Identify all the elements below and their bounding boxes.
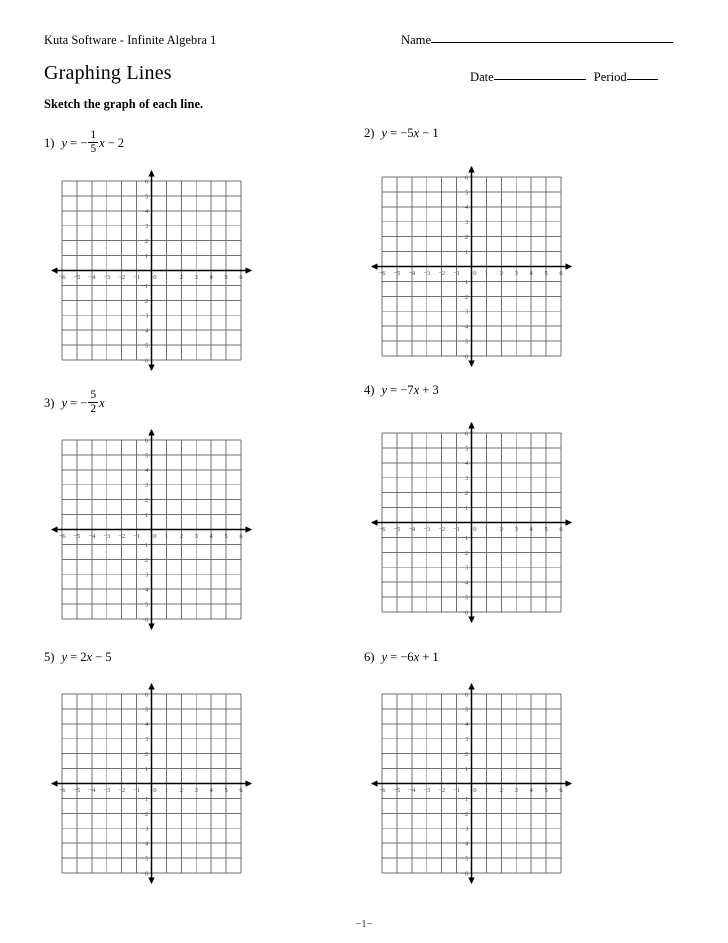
x-tick-label: 5 — [224, 533, 228, 541]
equals-sign: = — [390, 650, 398, 664]
x-tick-label: −1 — [453, 787, 461, 795]
y-tick-label: 6 — [465, 691, 469, 699]
x-tick-label: −5 — [393, 787, 401, 795]
y-tick-label: −1 — [141, 795, 149, 803]
y-tick-label: −1 — [461, 534, 469, 542]
problem-2-number: 2) — [364, 126, 375, 140]
problem-5-statement — [44, 650, 112, 665]
equals-sign: = — [70, 395, 78, 410]
fraction — [88, 130, 98, 156]
y-tick-label: −1 — [141, 541, 149, 549]
axes — [372, 423, 571, 622]
y-tick-label: 2 — [145, 497, 149, 505]
x-tick-label: −3 — [423, 787, 431, 795]
x-tick-label: −2 — [118, 274, 126, 282]
lhs: y — [381, 383, 388, 397]
date-period-field-row — [470, 70, 690, 85]
coordinate-plane[interactable] — [364, 676, 579, 891]
page-number: −1− — [355, 918, 373, 930]
x-tick-label: −1 — [133, 533, 141, 541]
y-tick-label: −3 — [141, 571, 149, 579]
y-tick-label: −6 — [141, 357, 149, 365]
x-tick-label: 4 — [209, 533, 213, 541]
x-tick-label: −5 — [393, 526, 401, 534]
problem-2-equation — [382, 126, 439, 141]
y-tick-label: 3 — [465, 736, 469, 744]
y-tick-label: 1 — [465, 765, 469, 773]
variable: x — [413, 650, 420, 664]
y-tick-label: −4 — [141, 586, 149, 594]
graph-2[interactable] — [364, 159, 579, 374]
x-tick-label: −1 — [453, 270, 461, 278]
y-tick-label: −2 — [141, 810, 149, 818]
y-tick-label: 1 — [465, 248, 469, 256]
fraction — [88, 390, 98, 416]
y-tick-label: −5 — [461, 594, 469, 602]
graph-3[interactable] — [44, 422, 259, 637]
x-tick-label: −1 — [133, 787, 141, 795]
problem-4-equation — [382, 383, 439, 398]
origin-label: 0 — [153, 533, 157, 541]
y-tick-label: 5 — [465, 706, 469, 714]
page-footer — [0, 918, 728, 930]
y-tick-label: −2 — [141, 297, 149, 305]
x-tick-label: 3 — [194, 274, 198, 282]
lhs: y — [61, 650, 68, 664]
x-tick-label: 4 — [209, 787, 213, 795]
coefficient: −5 — [400, 126, 414, 140]
period-label: Period — [593, 70, 627, 84]
y-tick-label: −4 — [141, 327, 149, 335]
variable: x — [99, 135, 105, 150]
x-tick-label: 3 — [514, 526, 518, 534]
y-tick-label: −1 — [141, 282, 149, 290]
y-tick-label: 6 — [145, 437, 149, 445]
y-tick-label: 4 — [145, 721, 149, 729]
y-tick-label: 4 — [145, 467, 149, 475]
coordinate-plane[interactable] — [364, 159, 579, 374]
y-tick-label: 5 — [465, 189, 469, 197]
x-tick-label: 1 — [164, 533, 169, 541]
equals-sign: = — [390, 126, 398, 140]
y-tick-label: 2 — [465, 751, 469, 759]
x-tick-label: 5 — [224, 787, 228, 795]
y-tick-label: −5 — [461, 338, 469, 346]
coefficient: −6 — [400, 650, 414, 664]
x-tick-label: 6 — [559, 270, 563, 278]
axes — [52, 430, 251, 629]
lhs: y — [61, 395, 68, 410]
x-tick-label: −5 — [73, 533, 81, 541]
x-tick-label: 4 — [529, 526, 533, 534]
x-tick-label: 1 — [164, 787, 169, 795]
y-tick-label: −3 — [461, 825, 469, 833]
y-tick-label: 6 — [145, 178, 149, 186]
x-tick-label: −3 — [423, 526, 431, 534]
y-tick-label: 6 — [465, 430, 469, 438]
x-tick-label: 2 — [499, 270, 504, 278]
y-tick-label: −4 — [141, 840, 149, 848]
x-tick-label: −2 — [438, 526, 446, 534]
x-tick-label: 3 — [514, 270, 518, 278]
variable: x — [413, 383, 420, 397]
x-tick-label: 5 — [224, 274, 228, 282]
y-tick-label: −2 — [461, 810, 469, 818]
y-tick-label: 3 — [465, 475, 469, 483]
y-tick-label: 4 — [145, 208, 149, 216]
coordinate-plane[interactable] — [44, 676, 259, 891]
y-tick-label: 3 — [465, 219, 469, 227]
operator: − — [107, 135, 115, 150]
y-tick-label: −4 — [461, 323, 469, 331]
y-tick-label: 3 — [145, 736, 149, 744]
x-tick-label: 5 — [544, 526, 548, 534]
y-tick-label: 6 — [465, 174, 469, 182]
operator: + — [422, 383, 430, 397]
x-tick-label: −6 — [58, 274, 66, 282]
constant: 1 — [432, 126, 439, 140]
coefficient: 2 — [80, 650, 87, 664]
x-tick-label: 4 — [209, 274, 213, 282]
x-tick-label: −6 — [58, 787, 66, 795]
y-tick-label: −4 — [461, 579, 469, 587]
y-tick-label: 2 — [465, 490, 469, 498]
x-tick-label: 3 — [194, 533, 198, 541]
x-tick-label: −2 — [118, 787, 126, 795]
x-tick-label: −5 — [73, 787, 81, 795]
x-tick-label: −4 — [408, 787, 416, 795]
x-tick-label: −2 — [438, 787, 446, 795]
origin-label: 0 — [473, 526, 477, 534]
x-tick-label: −4 — [88, 787, 96, 795]
x-tick-label: 6 — [239, 787, 243, 795]
y-tick-label: 3 — [145, 482, 149, 490]
instructions-text: Sketch the graph of each line. — [44, 97, 204, 111]
operator: + — [422, 650, 430, 664]
problem-6-number: 6) — [364, 650, 375, 664]
y-tick-label: −1 — [461, 278, 469, 286]
constant: 2 — [117, 135, 125, 150]
y-tick-label: −6 — [461, 353, 469, 361]
page-header — [0, 0, 728, 112]
y-tick-label: 5 — [465, 445, 469, 453]
variable: x — [86, 650, 93, 664]
name-input-rule[interactable] — [431, 33, 673, 43]
x-tick-label: 6 — [239, 533, 243, 541]
x-tick-label: −5 — [393, 270, 401, 278]
problem-3-statement — [44, 390, 105, 416]
y-tick-label: −6 — [461, 870, 469, 878]
graph-1[interactable] — [44, 163, 259, 378]
problem-5-number: 5) — [44, 650, 55, 664]
y-tick-label: −3 — [461, 564, 469, 572]
y-tick-label: −5 — [141, 855, 149, 863]
x-tick-label: 2 — [179, 533, 184, 541]
x-tick-label: −6 — [58, 533, 66, 541]
x-tick-label: 6 — [559, 787, 563, 795]
problem-3-equation — [62, 390, 105, 416]
y-tick-label: −5 — [461, 855, 469, 863]
x-tick-label: −6 — [378, 270, 386, 278]
y-tick-label: −3 — [461, 308, 469, 316]
y-tick-label: −6 — [141, 870, 149, 878]
x-tick-label: 2 — [499, 787, 504, 795]
y-tick-label: −3 — [141, 312, 149, 320]
x-tick-label: 2 — [499, 526, 504, 534]
axes — [372, 684, 571, 883]
variable: x — [413, 126, 420, 140]
y-tick-label: −5 — [141, 342, 149, 350]
x-tick-label: 1 — [484, 270, 489, 278]
fraction-numerator: 1 — [90, 128, 97, 141]
y-tick-label: 5 — [145, 706, 149, 714]
x-tick-label: 6 — [239, 274, 243, 282]
equals-sign: = — [390, 383, 398, 397]
coordinate-plane[interactable] — [44, 163, 259, 378]
operator: − — [95, 650, 103, 664]
origin-label: 0 — [473, 270, 477, 278]
graph-5[interactable] — [44, 676, 259, 891]
y-tick-label: −3 — [141, 825, 149, 833]
x-tick-label: −5 — [73, 274, 81, 282]
problem-4-number: 4) — [364, 383, 375, 397]
y-tick-label: 4 — [465, 460, 469, 468]
lhs: y — [61, 135, 68, 150]
y-tick-label: −2 — [461, 549, 469, 557]
y-tick-label: 1 — [145, 765, 149, 773]
y-tick-label: −4 — [461, 840, 469, 848]
constant: 3 — [432, 383, 439, 397]
y-tick-label: 4 — [465, 204, 469, 212]
x-tick-label: 6 — [559, 526, 563, 534]
x-tick-label: −1 — [133, 274, 141, 282]
x-tick-label: 1 — [164, 274, 169, 282]
graph-4[interactable] — [364, 415, 579, 630]
x-tick-label: 2 — [179, 787, 184, 795]
y-tick-label: 1 — [465, 504, 469, 512]
x-tick-label: 4 — [529, 787, 533, 795]
y-tick-label: 2 — [465, 234, 469, 242]
y-tick-label: −1 — [461, 795, 469, 803]
fraction-denominator: 5 — [90, 143, 97, 155]
brand-line: Kuta Software - Infinite Algebra 1 — [44, 33, 217, 47]
date-label: Date — [470, 70, 494, 84]
page-title: Graphing Lines — [44, 62, 172, 84]
operator: − — [422, 126, 430, 140]
x-tick-label: 5 — [544, 270, 548, 278]
y-tick-label: −6 — [461, 609, 469, 617]
graph-6[interactable] — [364, 676, 579, 891]
x-tick-label: −4 — [88, 274, 96, 282]
axes — [52, 171, 251, 370]
y-tick-label: 2 — [145, 238, 149, 246]
y-tick-label: 6 — [145, 691, 149, 699]
x-tick-label: −3 — [103, 274, 111, 282]
y-tick-label: 3 — [145, 223, 149, 231]
fraction-numerator: 5 — [90, 388, 97, 401]
y-tick-label: 2 — [145, 751, 149, 759]
x-tick-label: 1 — [484, 526, 489, 534]
constant: 1 — [432, 650, 439, 664]
y-tick-label: 1 — [145, 252, 149, 260]
coordinate-plane[interactable] — [44, 422, 259, 637]
x-tick-label: −3 — [103, 787, 111, 795]
period-input-rule[interactable] — [627, 70, 658, 80]
y-tick-label: −6 — [141, 616, 149, 624]
y-tick-label: −2 — [461, 293, 469, 301]
x-tick-label: 2 — [179, 274, 184, 282]
x-tick-label: −4 — [408, 526, 416, 534]
problem-1-statement — [44, 130, 124, 156]
problem-4-statement — [364, 383, 439, 398]
x-tick-label: −3 — [423, 270, 431, 278]
y-tick-label: 1 — [145, 511, 149, 519]
problem-1-number: 1) — [44, 135, 55, 150]
x-tick-label: 3 — [514, 787, 518, 795]
lhs: y — [381, 650, 388, 664]
problem-2-statement — [364, 126, 439, 141]
variable: x — [99, 395, 105, 410]
origin-label: 0 — [473, 787, 477, 795]
constant: 5 — [105, 650, 112, 664]
leading-sign: − — [80, 395, 88, 410]
x-tick-label: −2 — [118, 533, 126, 541]
y-tick-label: 5 — [145, 452, 149, 460]
x-tick-label: −6 — [378, 787, 386, 795]
x-tick-label: −3 — [103, 533, 111, 541]
leading-sign: − — [80, 135, 88, 150]
origin-label: 0 — [153, 787, 157, 795]
y-tick-label: 4 — [465, 721, 469, 729]
problem-6-equation — [382, 650, 439, 665]
equals-sign: = — [70, 650, 78, 664]
x-tick-label: −2 — [438, 270, 446, 278]
axes — [372, 167, 571, 366]
y-tick-label: −5 — [141, 601, 149, 609]
lhs: y — [381, 126, 388, 140]
x-tick-label: 4 — [529, 270, 533, 278]
x-tick-label: 5 — [544, 787, 548, 795]
origin-label: 0 — [153, 274, 157, 282]
x-tick-label: 3 — [194, 787, 198, 795]
y-tick-label: −2 — [141, 556, 149, 564]
coefficient: −7 — [400, 383, 414, 397]
name-field-row — [401, 33, 691, 48]
problem-6-statement — [364, 650, 439, 665]
problem-3-number: 3) — [44, 395, 55, 410]
axes — [52, 684, 251, 883]
problem-1-equation — [62, 130, 125, 156]
fraction-denominator: 2 — [90, 403, 97, 415]
name-label: Name — [401, 33, 432, 47]
x-tick-label: −6 — [378, 526, 386, 534]
x-tick-label: −1 — [453, 526, 461, 534]
x-tick-label: −4 — [88, 533, 96, 541]
y-tick-label: 5 — [145, 193, 149, 201]
date-input-rule[interactable] — [494, 70, 586, 80]
x-tick-label: 1 — [484, 787, 489, 795]
equals-sign: = — [70, 135, 78, 150]
coordinate-plane[interactable] — [364, 415, 579, 630]
x-tick-label: −4 — [408, 270, 416, 278]
problem-5-equation — [62, 650, 112, 665]
